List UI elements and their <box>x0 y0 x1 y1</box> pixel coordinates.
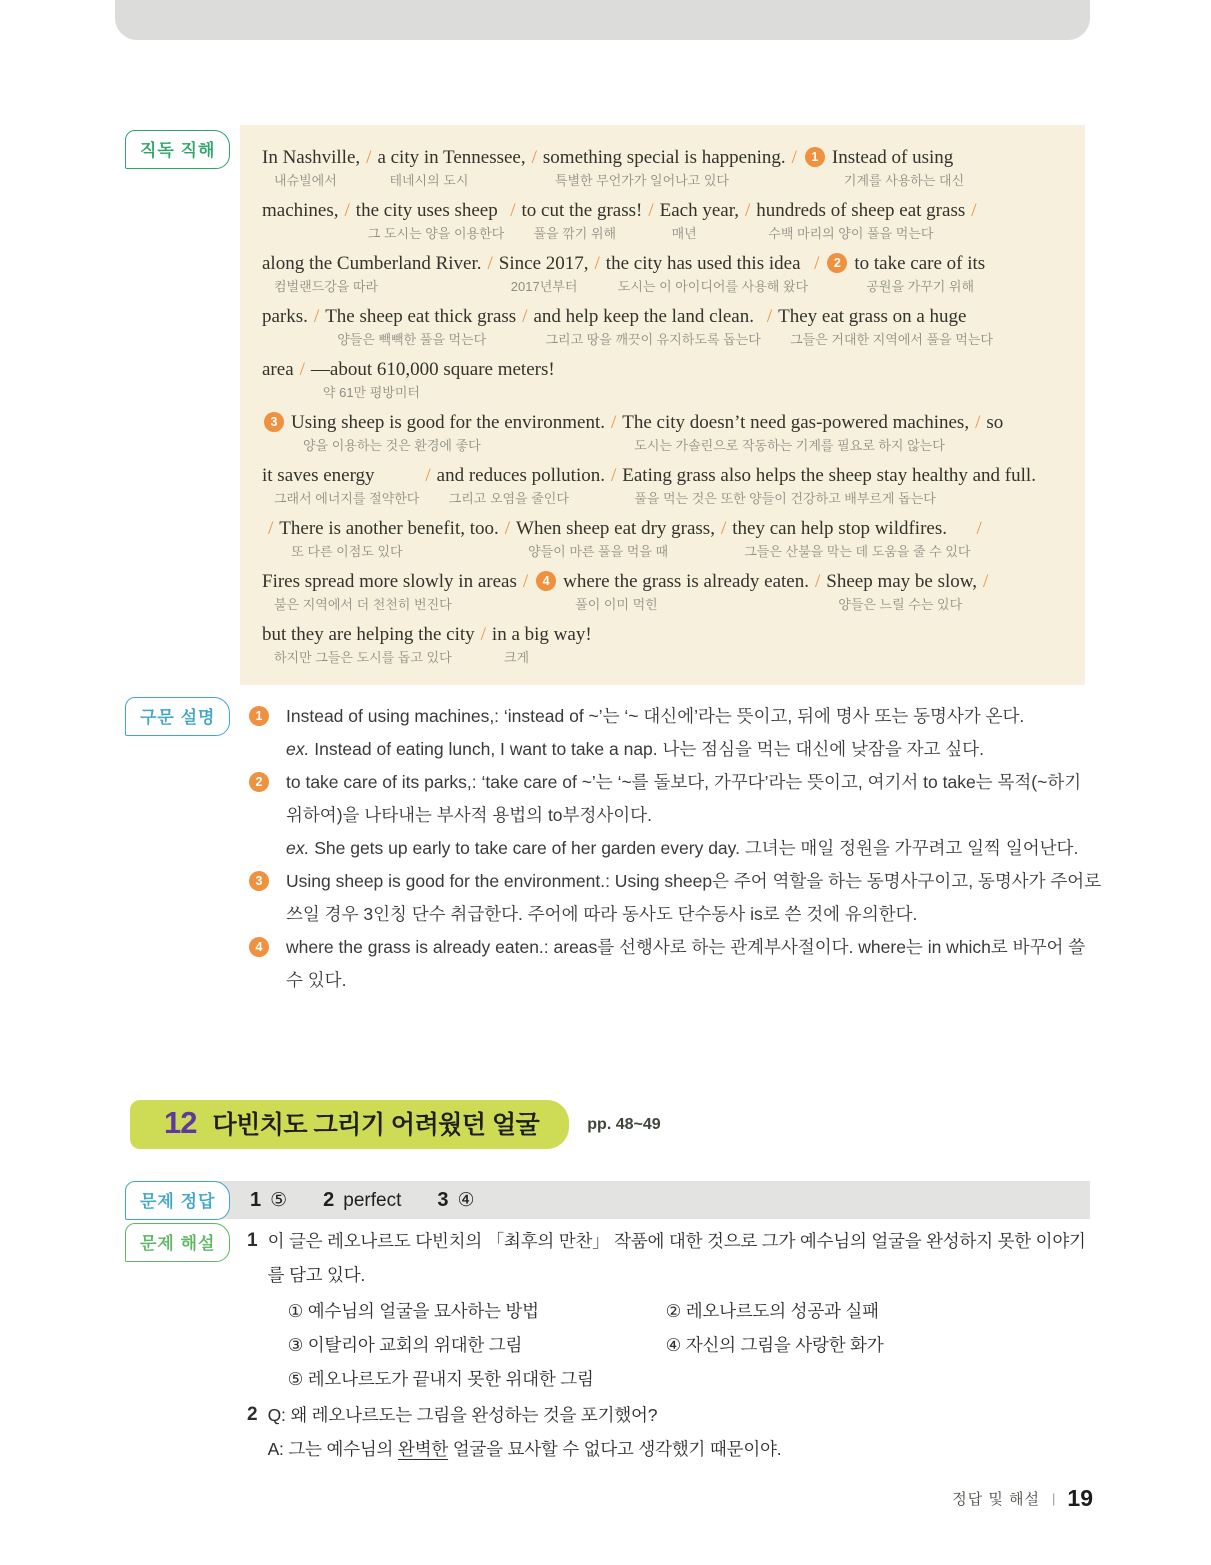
passage-korean-gloss: 양들은 느릴 수는 있다 <box>838 597 963 612</box>
passage-segment <box>732 516 970 561</box>
passage-english: When sheep eat dry grass, <box>516 518 715 539</box>
question-line: Q: 왜 레오나르도는 그림을 완성하는 것을 포기했어? <box>267 1405 658 1425</box>
passage-line <box>262 251 1067 296</box>
answer-value: perfect <box>343 1189 402 1211</box>
passage-english: —about 610,000 square meters! <box>310 359 555 380</box>
syntax-item <box>247 865 1102 931</box>
slash-separator: / <box>522 571 529 592</box>
explanation-item-number: 2 <box>247 1404 258 1425</box>
passage-english: Fires spread more slowly in areas <box>262 571 517 592</box>
passage-korean-gloss <box>262 223 339 225</box>
slash-separator: / <box>814 253 820 274</box>
passage-korean-gloss: 공원을 가꾸기 위해 <box>866 279 975 294</box>
circled-number-badge: 4 <box>249 937 269 957</box>
passage-line <box>262 516 1067 561</box>
passage-korean-gloss: 컴벌랜드강을 따라 <box>274 279 379 294</box>
slash-separator: / <box>791 147 797 168</box>
passage-korean-gloss: 양을 이용하는 것은 환경에 좋다 <box>303 438 481 453</box>
passage-korean-gloss: 도시는 가솔린으로 작동하는 기계를 필요로 하지 않는다 <box>634 438 945 453</box>
syntax-paragraph: where the grass is already eaten.: areas를 선행사로 하는 관계부사절이다. where는 in which로 바꾸어 쓸 수 있다. <box>286 937 1086 990</box>
passage-segment <box>756 198 965 243</box>
slash-separator: / <box>268 518 274 539</box>
answer-value: ⑤ <box>270 1189 288 1211</box>
slash-separator: / <box>648 200 654 221</box>
passage-english: Since 2017, <box>498 253 589 274</box>
passage-korean-gloss: 그리고 땅을 깨끗이 유지하도록 돕는다 <box>545 332 761 347</box>
example-label: ex. <box>286 739 310 759</box>
passage-english: the city uses sheep <box>355 200 498 221</box>
explanation-paragraph: 이 글은 레오나르도 다빈치의 「최후의 만찬」 작품에 대한 것으로 그가 예수님의 얼굴을 완성하지 못한 이야기를 담고 있다. <box>267 1231 1086 1285</box>
passage-english: something special is happening. <box>542 147 786 168</box>
passage-korean-gloss: 그 도시는 양을 이용한다 <box>367 226 505 241</box>
reading-section-label: 직독 직해 <box>125 130 230 169</box>
passage-segment <box>986 410 1003 437</box>
passage-english: but they are helping the city <box>262 624 475 645</box>
passage-english: a city in Tennessee, <box>377 147 526 168</box>
circled-number-badge: 3 <box>264 412 284 432</box>
passage-korean-gloss: 도시는 이 아이디어를 사용해 왔다 <box>617 279 809 294</box>
slash-separator: / <box>522 306 528 327</box>
choice-item: ⑤ 레오나르도가 끝내지 못한 위대한 그림 <box>287 1369 594 1389</box>
syntax-paragraph: to take care of its parks,: ‘take care of ~’는 ‘~를 돌보다, 가꾸다’라는 뜻이고, 여기서 to take는 목적(~하기 위하여)을 나타내는 부사적 용법의 to부정사이다. <box>286 772 1082 825</box>
passage-korean-gloss: 내슈빌에서 <box>274 173 337 188</box>
footer-separator: | <box>1052 1491 1056 1506</box>
passage-english: to take care of its <box>854 253 986 274</box>
passage-korean-gloss <box>262 329 308 331</box>
answer-number: 2 <box>323 1188 335 1211</box>
passage-english: hundreds of sheep eat grass <box>756 200 966 221</box>
syntax-paragraph: Instead of using machines,: ‘instead of ~’는 ‘~ 대신에’라는 뜻이고, 뒤에 명사 또는 동명사가 온다. <box>286 706 1025 726</box>
explanation-item-number: 1 <box>247 1230 258 1251</box>
syntax-item <box>247 931 1102 997</box>
passage-korean-gloss: 불은 지역에서 더 천천히 번진다 <box>274 597 452 612</box>
answer-item <box>250 1189 287 1212</box>
passage-english: and help keep the land clean. <box>533 306 754 327</box>
explanation-section-label: 문제 해설 <box>125 1223 230 1262</box>
passage-english: area <box>262 359 294 380</box>
passage-line <box>262 569 1067 614</box>
slash-separator: / <box>504 518 511 539</box>
syntax-item <box>247 700 1102 766</box>
circled-number-badge: 2 <box>827 253 847 273</box>
explanation-body <box>247 1224 1099 1466</box>
syntax-paragraph: Using sheep is good for the environment.: Using sheep은 주어 역할을 하는 동명사구이고, 동명사가 주어로 쓰일 경우 3인칭 단수 취급한다. 주어에 따라 동사도 단수동사 is로 쓴 것에 유의한다. <box>286 871 1102 924</box>
passage-korean-gloss: 그래서 에너지를 절약한다 <box>274 491 420 506</box>
explanation-item-text <box>268 1224 1099 1398</box>
passage-korean-gloss: 그리고 오염을 줄인다 <box>448 491 569 506</box>
passage-line <box>262 410 1067 455</box>
syntax-paragraph: ex. She gets up early to take care of her garden every day. 그녀는 매일 정원을 가꾸려고 일찍 일어난다. <box>286 838 1079 858</box>
passage-segment <box>492 622 592 667</box>
answer-line <box>268 1432 1099 1466</box>
slash-separator: / <box>975 412 981 433</box>
passage-segment <box>325 304 516 349</box>
passage-english: and reduces pollution. <box>436 465 605 486</box>
slash-separator: / <box>366 147 372 168</box>
passage-english: There is another benefit, too. <box>279 518 499 539</box>
passage-korean-gloss: 풀이 이미 먹힌 <box>575 597 658 612</box>
explanation-item-1 <box>247 1224 1099 1398</box>
passage-segment <box>262 145 360 190</box>
passage-korean-gloss: 양들이 마른 풀을 먹을 때 <box>528 544 669 559</box>
slash-separator: / <box>720 518 727 539</box>
syntax-item <box>247 766 1102 865</box>
passage-english: Instead of using <box>831 147 954 168</box>
circled-number-badge: 1 <box>805 147 825 167</box>
slash-separator: / <box>766 306 773 327</box>
unit-title-pill <box>130 1100 569 1149</box>
passage-segment <box>660 198 739 243</box>
slash-separator: / <box>531 147 537 168</box>
passage-segment <box>606 251 808 296</box>
syntax-list <box>247 700 1102 997</box>
passage-segment <box>437 463 605 508</box>
circled-number-badge: 3 <box>249 871 269 891</box>
passage-english: the city has used this idea <box>605 253 801 274</box>
answer-item <box>323 1189 401 1212</box>
passage-english: In Nashville, <box>262 147 361 168</box>
passage-english: machines, <box>262 200 339 221</box>
passage-segment <box>543 145 786 190</box>
passage-segment <box>262 304 308 331</box>
passage-line <box>262 304 1067 349</box>
passage-segment <box>622 463 1036 508</box>
passage-korean-gloss: 그들은 거대한 지역에서 풀을 먹는다 <box>790 332 993 347</box>
passage-english: Using sheep is good for the environment. <box>291 412 605 433</box>
passage-english: where the grass is already eaten. <box>563 571 809 592</box>
passage-segment <box>622 410 969 455</box>
passage-korean-gloss: 기계를 사용하는 대신 <box>843 173 965 188</box>
passage-english: to cut the grass! <box>521 200 643 221</box>
passage-english: Each year, <box>659 200 740 221</box>
slash-separator: / <box>976 518 982 539</box>
unit-number: 12 <box>164 1105 197 1140</box>
passage-segment <box>778 304 993 349</box>
passage-segment <box>499 251 589 296</box>
slash-separator: / <box>299 359 305 380</box>
passage-segment <box>826 569 977 614</box>
passage-korean-gloss <box>262 382 294 384</box>
passage-english: They eat grass on a huge <box>778 306 967 327</box>
passage-english: Eating grass also helps the sheep stay healthy and full. <box>622 465 1036 486</box>
passage-english: Sheep may be slow, <box>826 571 978 592</box>
circled-number-badge: 4 <box>536 571 556 591</box>
choice-item: ① 예수님의 얼굴을 묘사하는 방법 <box>287 1301 539 1321</box>
passage-english: in a big way! <box>491 624 592 645</box>
passage-english: it saves energy <box>262 465 375 486</box>
syntax-section-label: 구문 설명 <box>125 697 230 736</box>
footer-title: 정답 및 해설 <box>952 1491 1041 1508</box>
passage-korean-gloss: 특별한 무언가가 일어나고 있다 <box>554 173 729 188</box>
passage-box <box>240 125 1085 685</box>
circled-number-badge: 1 <box>249 706 269 726</box>
choice-item: ④ 자신의 그림을 사랑한 화가 <box>665 1335 884 1355</box>
passage-segment <box>356 198 504 243</box>
slash-separator: / <box>610 412 617 433</box>
answer-item <box>437 1189 474 1212</box>
passage-english: along the Cumberland River. <box>262 253 482 274</box>
syntax-item-text <box>286 865 1102 931</box>
syntax-item-text <box>286 700 1102 766</box>
circled-number-badge: 2 <box>249 772 269 792</box>
page-footer <box>952 1485 1093 1512</box>
passage-korean-gloss: 하지만 그들은 도시를 돕고 있다 <box>274 650 452 665</box>
qa-block <box>268 1398 1099 1466</box>
answers-section-label: 문제 정답 <box>125 1181 230 1220</box>
slash-separator: / <box>313 306 320 327</box>
passage-line <box>262 463 1067 508</box>
passage-segment <box>522 198 643 243</box>
choice-grid <box>268 1294 1099 1396</box>
slash-separator: / <box>487 253 493 274</box>
passage-segment <box>563 569 809 614</box>
slash-separator: / <box>425 465 431 486</box>
answer-number: 3 <box>437 1188 449 1211</box>
passage-korean-gloss: 풀을 깎기 위해 <box>533 226 617 241</box>
passage-english: parks. <box>262 306 308 327</box>
unit-title: 다빈치도 그리기 어려웠던 얼굴 <box>212 1111 540 1139</box>
passage-english: The sheep eat thick grass <box>325 306 517 327</box>
top-decoration-bar <box>115 0 1090 40</box>
explanation-item-2 <box>247 1398 1099 1466</box>
passage-segment <box>262 198 339 225</box>
answer-suffix: 얼굴을 묘사할 수 없다고 생각했기 때문이야. <box>448 1439 782 1459</box>
unit-header <box>130 1100 661 1149</box>
slash-separator: / <box>594 253 600 274</box>
answer-number: 1 <box>250 1188 262 1211</box>
passage-segment <box>262 357 294 384</box>
passage-line <box>262 622 1067 667</box>
passage-segment <box>291 410 605 455</box>
passage-segment <box>262 569 517 614</box>
passage-korean-gloss: 매년 <box>671 226 697 241</box>
passage-korean-gloss: 약 61만 평방미터 <box>322 385 420 400</box>
slash-separator: / <box>610 465 617 486</box>
unit-page-range: pp. 48~49 <box>587 1115 661 1133</box>
passage-segment <box>311 357 555 402</box>
answer-underlined-word: 완벽한 <box>397 1439 449 1459</box>
passage-korean-gloss <box>986 435 1003 437</box>
passage-segment <box>516 516 715 561</box>
passage-segment <box>262 622 475 667</box>
answer-value: ④ <box>457 1189 475 1211</box>
passage-segment <box>262 463 419 508</box>
choice-item: ③ 이탈리아 교회의 위대한 그림 <box>287 1335 523 1355</box>
passage-segment <box>533 304 760 349</box>
passage-korean-gloss: 수백 마리의 양이 풀을 먹는다 <box>768 226 934 241</box>
passage-segment <box>377 145 525 190</box>
passage-segment <box>262 251 482 296</box>
passage-line <box>262 357 1067 402</box>
slash-separator: / <box>344 200 350 221</box>
syntax-item-text <box>286 766 1102 865</box>
passage-segment <box>832 145 964 190</box>
slash-separator: / <box>480 624 486 645</box>
passage-korean-gloss: 테네시의 도시 <box>389 173 469 188</box>
slash-separator: / <box>983 571 989 592</box>
page-number: 19 <box>1067 1485 1093 1511</box>
passage-english: The city doesn’t need gas-powered machines, <box>622 412 970 433</box>
passage-korean-gloss: 풀을 먹는 것은 또한 양들이 건강하고 배부르게 돕는다 <box>634 491 936 506</box>
passage-korean-gloss: 크게 <box>503 650 530 665</box>
syntax-item-text <box>286 931 1102 997</box>
passage-segment <box>854 251 985 296</box>
slash-separator: / <box>814 571 821 592</box>
choice-item: ② 레오나르도의 성공과 실패 <box>665 1301 879 1321</box>
answers-bar <box>210 1181 1090 1219</box>
answer-prefix: A: 그는 예수님의 <box>267 1439 398 1459</box>
passage-korean-gloss: 그들은 산불을 막는 데 도움을 줄 수 있다 <box>744 544 971 559</box>
example-label: ex. <box>286 838 310 858</box>
passage-english: they can help stop wildfires. <box>732 518 947 539</box>
slash-separator: / <box>745 200 751 221</box>
syntax-paragraph: ex. Instead of eating lunch, I want to take a nap. 나는 점심을 먹는 대신에 낮잠을 자고 싶다. <box>286 739 984 759</box>
passage-line <box>262 145 1067 190</box>
passage-korean-gloss: 2017년부터 <box>510 279 578 294</box>
passage-line <box>262 198 1067 243</box>
passage-segment <box>279 516 498 561</box>
slash-separator: / <box>510 200 516 221</box>
passage-english: so <box>986 412 1004 433</box>
passage-korean-gloss: 양들은 빽빽한 풀을 먹는다 <box>337 332 487 347</box>
slash-separator: / <box>971 200 977 221</box>
passage-korean-gloss: 또 다른 이점도 있다 <box>291 544 403 559</box>
